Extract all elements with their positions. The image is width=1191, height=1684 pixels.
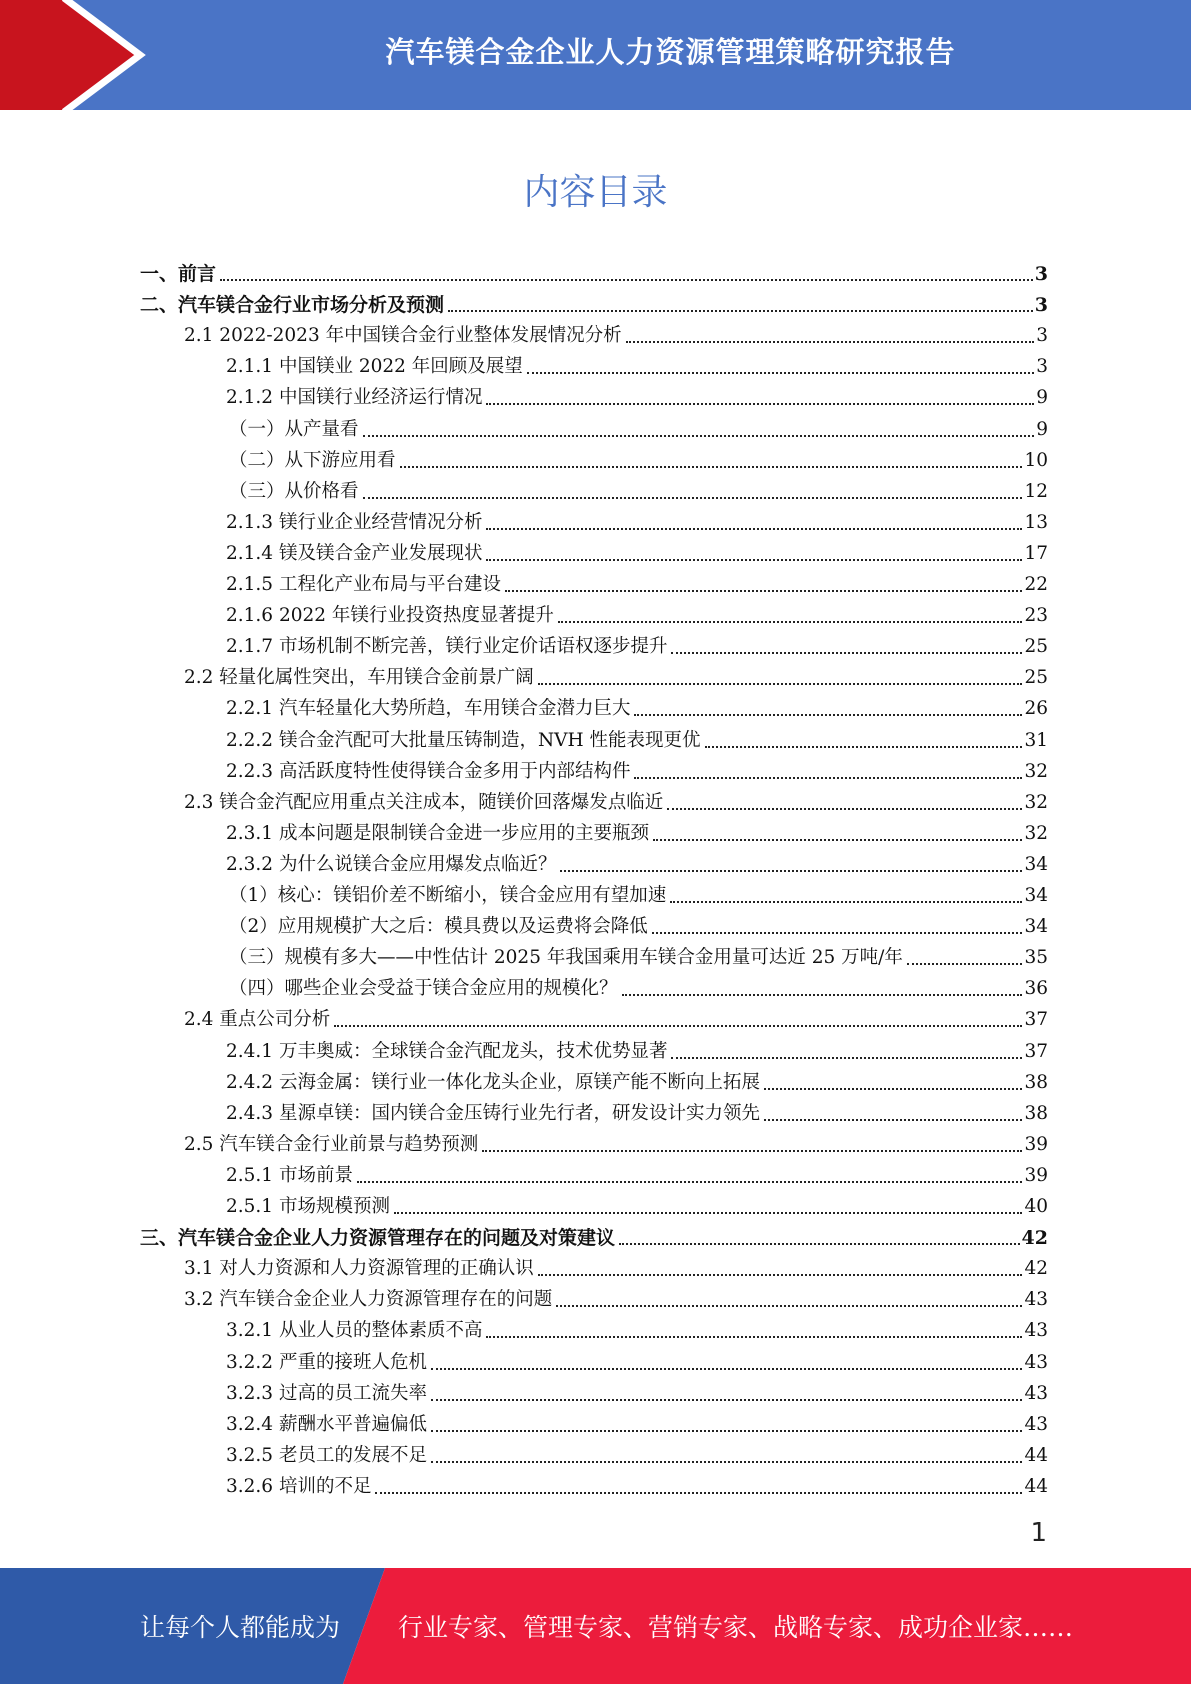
toc-entry-title: 2.4.3 星源卓镁：国内镁合金压铸行业先行者，研发设计实力领先 [226, 1102, 760, 1124]
toc-entry-page: 9 [1036, 418, 1048, 440]
toc-entry-page: 12 [1024, 480, 1048, 502]
toc-entry-page: 44 [1024, 1475, 1048, 1497]
toc-entry[interactable] [184, 1000, 1048, 1031]
toc-entry[interactable] [184, 1125, 1048, 1156]
toc-dot-leader [400, 465, 1023, 468]
toc-dot-leader [619, 1242, 1020, 1245]
toc-entry-title: （四）哪些企业会受益于镁合金应用的规模化？ [229, 978, 618, 1000]
toc-entry[interactable] [140, 254, 1048, 285]
toc-entry[interactable] [184, 1249, 1048, 1280]
toc-dot-leader [652, 931, 1023, 934]
toc-entry-title: 3.2.6 培训的不足 [226, 1475, 372, 1497]
toc-dot-leader [764, 1087, 1022, 1090]
toc-entry-title: 3.2.4 薪酬水平普遍偏低 [226, 1413, 427, 1435]
toc-entry-page: 42 [1024, 1258, 1048, 1280]
toc-dot-leader [671, 1056, 1022, 1059]
toc-entry[interactable] [226, 378, 1048, 409]
page-footer [0, 1568, 1191, 1684]
toc-dot-leader [448, 309, 1033, 312]
toc-entry-page: 26 [1024, 698, 1048, 720]
toc-dot-leader [505, 589, 1022, 592]
toc-entry-title: 3.2 汽车镁合金企业人力资源管理存在的问题 [184, 1289, 553, 1311]
toc-entry-title: （2）应用规模扩大之后：模具费以及运费将会降低 [229, 916, 648, 938]
toc-heading: 内容目录 [523, 172, 668, 213]
toc-entry[interactable] [226, 689, 1048, 720]
toc-entry[interactable] [140, 285, 1048, 316]
toc-entry[interactable] [226, 1374, 1048, 1405]
toc-entry-page: 38 [1024, 1102, 1048, 1124]
toc-entry-page: 3 [1036, 356, 1048, 378]
toc-entry[interactable] [226, 565, 1048, 596]
toc-dot-leader [556, 1304, 1022, 1307]
toc-dot-leader [907, 962, 1023, 965]
toc-entry-title: （三）从价格看 [229, 480, 359, 502]
toc-entry[interactable] [226, 814, 1048, 845]
toc-dot-leader [486, 1335, 1022, 1338]
toc-entry-page: 3 [1036, 325, 1048, 347]
toc-entry-title: 3.2.3 过高的员工流失率 [226, 1382, 427, 1404]
toc-entry-title: 2.1.2 中国镁行业经济运行情况 [226, 387, 483, 409]
toc-dot-leader [653, 838, 1022, 841]
toc-entry-title: （1）核心：镁铝价差不断缩小，镁合金应用有望加速 [229, 885, 667, 906]
toc-entry-page: 23 [1024, 605, 1048, 627]
toc-entry-page: 22 [1024, 574, 1048, 595]
toc-dot-leader [558, 620, 1023, 623]
toc-entry-page: 34 [1024, 885, 1048, 906]
toc-dot-leader [431, 1429, 1022, 1432]
toc-entry-page: 43 [1024, 1351, 1048, 1373]
toc-entry-page: 9 [1036, 387, 1048, 409]
toc-entry[interactable] [226, 596, 1048, 627]
toc-dot-leader [486, 402, 1034, 405]
toc-entry-page: 35 [1024, 947, 1048, 969]
toc-entry-title: 2.1.1 中国镁业 2022 年回顾及展望 [226, 356, 523, 378]
toc-entry-page: 43 [1024, 1320, 1048, 1342]
toc-entry[interactable] [226, 1343, 1048, 1374]
toc-dot-leader [363, 434, 1034, 437]
toc-entry-title: 2.5.1 市场规模预测 [226, 1196, 390, 1217]
toc-dot-leader [431, 1398, 1022, 1401]
toc-dot-leader [705, 745, 1023, 748]
toc-entry[interactable] [226, 1063, 1048, 1094]
toc-entry-page: 34 [1024, 853, 1048, 875]
toc-entry[interactable] [226, 627, 1048, 658]
toc-entry[interactable] [184, 316, 1048, 347]
footer-slogan-right: 行业专家、管理专家、营销专家、战略专家、成功企业家…… [398, 1613, 1074, 1642]
toc-dot-leader [626, 340, 1034, 343]
footer-slogan-left: 让每个人都能成为 [140, 1613, 341, 1642]
report-title: 汽车镁合金企业人力资源管理策略研究报告 [385, 34, 956, 69]
toc-dot-leader [431, 1367, 1022, 1370]
toc-entry-title: 2.5 汽车镁合金行业前景与趋势预测 [184, 1133, 479, 1155]
toc-entry[interactable] [226, 1032, 1048, 1063]
toc-entry-title: 2.1.6 2022 年镁行业投资热度显著提升 [226, 605, 554, 627]
toc-dot-leader [538, 682, 1023, 685]
toc-entry[interactable] [226, 721, 1048, 752]
toc-entry-page: 17 [1024, 542, 1048, 564]
toc-dot-leader [527, 371, 1034, 374]
toc-entry-page: 36 [1024, 978, 1048, 1000]
toc-entry-title: 2.1.4 镁及镁合金产业发展现状 [226, 542, 483, 564]
toc-dot-leader [671, 651, 1022, 654]
toc-dot-leader [482, 1149, 1022, 1152]
toc-dot-leader [357, 1180, 1023, 1183]
toc-entry-title: 2.3.2 为什么说镁合金应用爆发点临近？ [226, 853, 557, 875]
toc-entry[interactable] [184, 658, 1048, 689]
toc-entry-title: 2.5.1 市场前景 [226, 1164, 353, 1186]
toc-entry-page: 40 [1024, 1196, 1048, 1217]
toc-dot-leader [375, 1491, 1022, 1494]
toc-entry-title: 2.4 重点公司分析 [184, 1009, 331, 1031]
toc-dot-leader [560, 869, 1022, 872]
toc-entry[interactable] [229, 410, 1048, 441]
toc-entry-title: 2.4.1 万丰奥威：全球镁合金汽配龙头，技术优势显著 [226, 1040, 668, 1062]
toc-entry-title: 3.2.2 严重的接班人危机 [226, 1351, 427, 1373]
toc-dot-leader [634, 713, 1022, 716]
toc-entry[interactable] [226, 347, 1048, 378]
toc-entry-page: 43 [1024, 1289, 1048, 1311]
toc-entry-title: 一、前言 [140, 263, 217, 285]
toc-entry[interactable] [229, 907, 1048, 938]
toc-entry-title: 2.4.2 云海金属：镁行业一体化龙头企业，原镁产能不断向上拓展 [226, 1071, 760, 1093]
toc-entry[interactable] [226, 503, 1048, 534]
toc-entry-title: 3.2.5 老员工的发展不足 [226, 1444, 427, 1466]
toc-entry-page: 10 [1024, 449, 1048, 471]
toc-entry[interactable] [226, 845, 1048, 876]
toc-entry-title: 3.2.1 从业人员的整体素质不高 [226, 1320, 483, 1342]
toc-entry[interactable] [226, 752, 1048, 783]
toc-entry[interactable] [229, 876, 1048, 907]
toc-entry-page: 31 [1024, 729, 1048, 751]
toc-entry[interactable] [226, 1311, 1048, 1342]
toc-entry-title: 2.3.1 成本问题是限制镁合金进一步应用的主要瓶颈 [226, 822, 649, 844]
toc-entry-page: 3 [1034, 263, 1048, 285]
toc-dot-leader [764, 1118, 1022, 1121]
toc-entry-page: 38 [1024, 1071, 1048, 1093]
toc-entry-title: 2.2 轻量化属性突出，车用镁合金前景广阔 [184, 667, 534, 689]
toc-entry-page: 34 [1024, 916, 1048, 938]
toc-entry-page: 37 [1024, 1009, 1048, 1031]
toc-entry[interactable] [226, 1187, 1048, 1218]
toc-entry-page: 32 [1024, 760, 1048, 782]
toc-dot-leader [431, 1460, 1022, 1463]
toc-entry[interactable] [229, 938, 1048, 969]
page-header [0, 0, 1191, 110]
toc-entry[interactable] [226, 1156, 1048, 1187]
toc-entry[interactable] [229, 969, 1048, 1000]
toc-entry-page: 37 [1024, 1040, 1048, 1062]
toc-entry-title: 二、汽车镁合金行业市场分析及预测 [140, 294, 445, 317]
toc-entry-title: 2.3 镁合金汽配应用重点关注成本，随镁价回落爆发点临近 [184, 791, 664, 813]
toc-entry-page: 13 [1024, 511, 1048, 533]
toc-dot-leader [334, 1024, 1022, 1027]
toc-entry[interactable] [226, 1405, 1048, 1436]
toc-entry-page: 32 [1024, 822, 1048, 844]
toc-entry-title: （三）规模有多大——中性估计 2025 年我国乘用车镁合金用量可达近 25 万吨/年 [229, 947, 903, 969]
toc-dot-leader [622, 993, 1023, 996]
toc-entry-title: 2.2.2 镁合金汽配可大批量压铸制造，NVH 性能表现更优 [226, 729, 701, 751]
toc-entry[interactable] [229, 441, 1048, 472]
toc-entry-title: 2.1.3 镁行业企业经营情况分析 [226, 511, 483, 533]
toc-entry-title: 2.1.5 工程化产业布局与平台建设 [226, 574, 501, 595]
toc-dot-leader [667, 807, 1022, 810]
toc-dot-leader [394, 1211, 1022, 1214]
toc-entry-page: 39 [1024, 1164, 1048, 1186]
toc-entry[interactable] [140, 1218, 1048, 1249]
page-number: 1 [1030, 1518, 1047, 1548]
toc-entry-title: （二）从下游应用看 [229, 449, 396, 471]
toc-entry-title: 2.1.7 市场机制不断完善，镁行业定价话语权逐步提升 [226, 636, 668, 658]
toc-dot-leader [363, 496, 1023, 499]
toc-entry-page: 25 [1024, 667, 1048, 689]
toc-entry-page: 39 [1024, 1133, 1048, 1155]
toc-dot-leader [670, 900, 1022, 903]
toc-entry-page: 32 [1024, 791, 1048, 813]
toc-entry-title: 2.2.1 汽车轻量化大势所趋，车用镁合金潜力巨大 [226, 698, 631, 720]
toc-entry-page: 44 [1024, 1444, 1048, 1466]
toc-entry[interactable] [226, 534, 1048, 565]
toc-entry-page: 43 [1024, 1413, 1048, 1435]
toc-entry-title: 三、汽车镁合金企业人力资源管理存在的问题及对策建议 [140, 1227, 616, 1250]
toc-entry-page: 3 [1034, 294, 1048, 317]
toc-entry-page: 25 [1024, 636, 1048, 658]
toc-dot-leader [486, 558, 1022, 561]
toc-dot-leader [486, 527, 1022, 530]
toc-dot-leader [634, 776, 1022, 779]
toc-dot-leader [538, 1273, 1023, 1276]
toc-entry[interactable] [226, 1094, 1048, 1125]
toc-entry-title: 3.1 对人力资源和人力资源管理的正确认识 [184, 1258, 534, 1280]
toc-entry-title: 2.2.3 高活跃度特性使得镁合金多用于内部结构件 [226, 760, 631, 782]
toc-entry-title: （一）从产量看 [229, 418, 359, 440]
toc-entry[interactable] [184, 783, 1048, 814]
toc-entry[interactable] [226, 1436, 1048, 1467]
toc-entry[interactable] [226, 1467, 1048, 1498]
toc-dot-leader [220, 278, 1033, 281]
toc-entry-title: 2.1 2022-2023 年中国镁合金行业整体发展情况分析 [184, 325, 622, 347]
toc-entry-page: 43 [1024, 1382, 1048, 1404]
toc-entry-page: 42 [1021, 1227, 1048, 1250]
toc-entry[interactable] [229, 472, 1048, 503]
toc-entry[interactable] [184, 1280, 1048, 1311]
